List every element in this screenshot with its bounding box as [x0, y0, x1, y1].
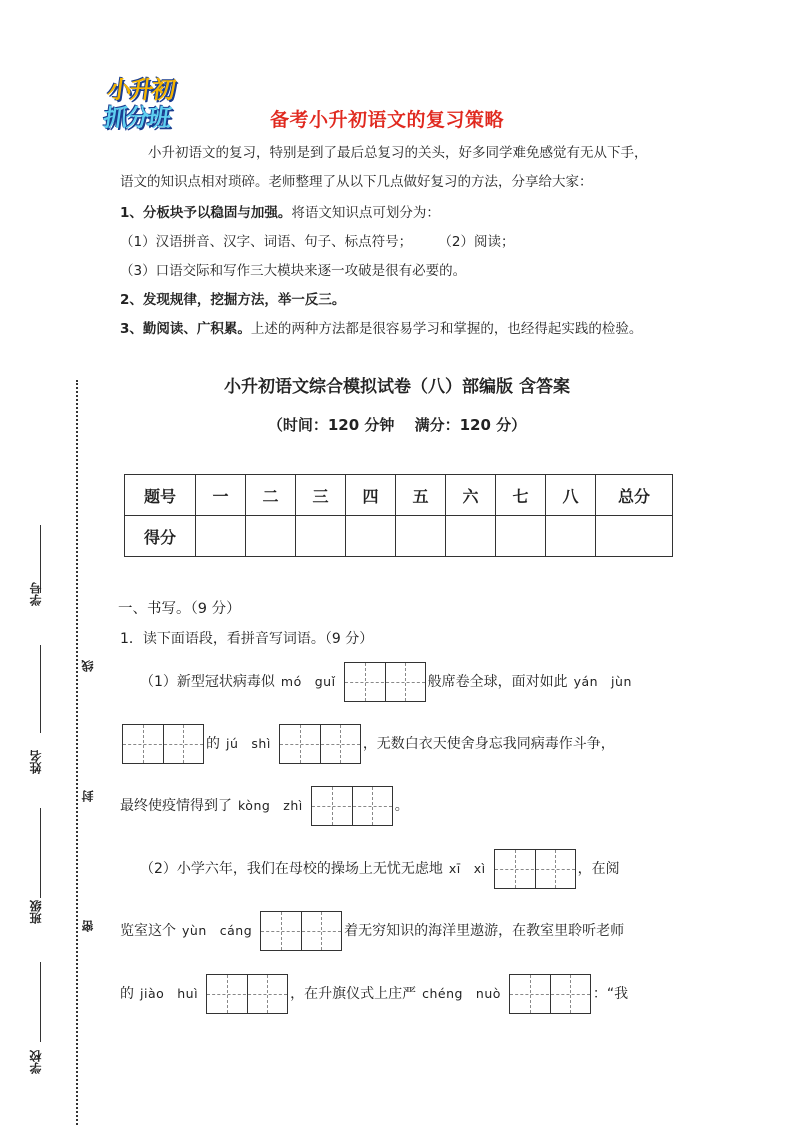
strategy-1-item-c: （3）口语交际和写作三大模块来逐一攻破是很有必要的。	[120, 263, 467, 279]
question-line-5	[120, 911, 624, 951]
table-header-cell: 二	[246, 475, 296, 516]
pinyin: jú shì	[226, 736, 271, 751]
score-cell[interactable]	[496, 516, 546, 557]
logo-line-1: 小升初	[105, 76, 176, 104]
strategy-3-title: 3、勤阅读、广积累。	[120, 321, 251, 337]
question-line-3	[120, 786, 409, 826]
score-cell[interactable]	[196, 516, 246, 557]
score-table-score-row	[125, 516, 673, 557]
strategy-1-title: 1、分板块予以稳固与加强。	[120, 205, 292, 221]
answer-box-kongzhi[interactable]	[311, 786, 393, 826]
exam-title: 小升初语文综合模拟试卷（八）部编版 含答案	[224, 377, 570, 397]
pinyin: kòng zhì	[238, 798, 303, 813]
table-header-cell: 四	[346, 475, 396, 516]
name-blank[interactable]	[40, 645, 41, 733]
question-text: 。	[394, 798, 409, 814]
table-header-cell: 一	[196, 475, 246, 516]
table-header-cell: 题号	[125, 475, 196, 516]
strategy-1-item-b: （2）阅读；	[438, 234, 515, 250]
school-blank[interactable]	[40, 962, 41, 1042]
question-text: 的	[206, 736, 220, 752]
logo-line-2: 抓分班	[101, 104, 172, 132]
pinyin: mó guǐ	[280, 674, 336, 689]
school-label: 学校	[29, 1050, 43, 1074]
score-cell[interactable]	[246, 516, 296, 557]
answer-box-jiaohui[interactable]	[206, 974, 288, 1014]
table-row-label: 得分	[125, 516, 196, 557]
pinyin: chéng nuò	[422, 986, 501, 1001]
question-text: ，无数白衣天使舍身忘我同病毒作斗争，	[362, 736, 615, 752]
answer-box-jushi[interactable]	[279, 724, 361, 764]
strategy-1-item-a: （1）汉语拼音、汉字、词语、句子、标点符号；	[120, 234, 413, 250]
question-text: 的	[120, 986, 134, 1002]
question-line-6	[120, 974, 628, 1014]
question-text: 览室这个	[120, 923, 176, 939]
question-text: 最终使疫情得到了	[120, 798, 232, 814]
strategy-1-text: 将语文知识点可划分为：	[291, 205, 440, 221]
pinyin: xī xì	[448, 861, 486, 876]
table-header-cell: 五	[396, 475, 446, 516]
strategy-3-text: 上述的两种方法都是很容易学习和掌握的，也经得起实践的检验。	[250, 321, 643, 337]
binding-dotted-line	[76, 380, 78, 1125]
answer-box-yuncang[interactable]	[260, 911, 342, 951]
question-text: ，在升旗仪式上庄严	[290, 986, 417, 1002]
section-1-heading: 一、书写。（9 分）	[118, 601, 241, 617]
exam-time: （时间：120 分钟 满分：120 分）	[267, 416, 527, 434]
binding-mark-feng: 封	[81, 790, 95, 802]
answer-box-yanjun[interactable]	[122, 724, 204, 764]
question-1-prompt: 1．读下面语段，看拼音写词语。（9 分）	[120, 631, 374, 647]
name-label: 姓名	[29, 750, 43, 774]
question-text: ，在阅	[577, 861, 620, 877]
headline: 备考小升初语文的复习策略	[270, 109, 505, 131]
question-text: （1）新型冠状病毒似	[140, 674, 275, 690]
answer-box-mogui[interactable]	[344, 662, 426, 702]
class-blank[interactable]	[40, 808, 41, 898]
pinyin: yán jùn	[573, 674, 632, 689]
binding-mark-mi: 密	[81, 920, 95, 932]
strategy-2-title: 2、发现规律，挖掘方法，举一反三。	[120, 292, 346, 308]
strategy-1	[120, 203, 680, 223]
logo	[100, 70, 212, 132]
score-cell[interactable]	[446, 516, 496, 557]
pinyin: yùn cáng	[182, 923, 253, 938]
score-table-header-row	[125, 475, 673, 516]
strategy-1-items	[120, 232, 680, 252]
intro-paragraph-2: 语文的知识点相对琐碎。老师整理了从以下几点做好复习的方法，分享给大家：	[120, 174, 593, 190]
table-header-cell: 八	[546, 475, 596, 516]
table-header-cell: 六	[446, 475, 496, 516]
answer-box-xixi[interactable]	[494, 849, 576, 889]
question-text: 着无穷知识的海洋里遨游，在教室里聆听老师	[344, 923, 625, 939]
pinyin: jiào huì	[140, 986, 199, 1001]
class-label: 班级	[29, 900, 43, 924]
score-cell[interactable]	[596, 516, 673, 557]
table-header-cell: 七	[496, 475, 546, 516]
question-line-2	[120, 724, 615, 764]
table-header-cell: 总分	[596, 475, 673, 516]
table-header-cell: 三	[296, 475, 346, 516]
strategy-3	[120, 319, 680, 339]
question-text: （2）小学六年，我们在母校的操场上无忧无虑地	[140, 861, 443, 877]
score-cell[interactable]	[546, 516, 596, 557]
answer-box-chengnuo[interactable]	[509, 974, 591, 1014]
strategy-2	[120, 290, 680, 310]
question-line-4	[140, 849, 620, 889]
score-table	[124, 474, 673, 557]
intro-paragraph-1: 小升初语文的复习，特别是到了最后总复习的关头，好多同学难免感觉有无从下手，	[148, 145, 648, 161]
score-cell[interactable]	[346, 516, 396, 557]
question-text: ：“我	[592, 986, 629, 1002]
student-id-label: 学号	[29, 582, 43, 606]
score-cell[interactable]	[296, 516, 346, 557]
binding-mark-xian: 线	[81, 660, 95, 672]
score-cell[interactable]	[396, 516, 446, 557]
question-line-1	[140, 662, 638, 702]
question-text: 般席卷全球，面对如此	[427, 674, 568, 690]
